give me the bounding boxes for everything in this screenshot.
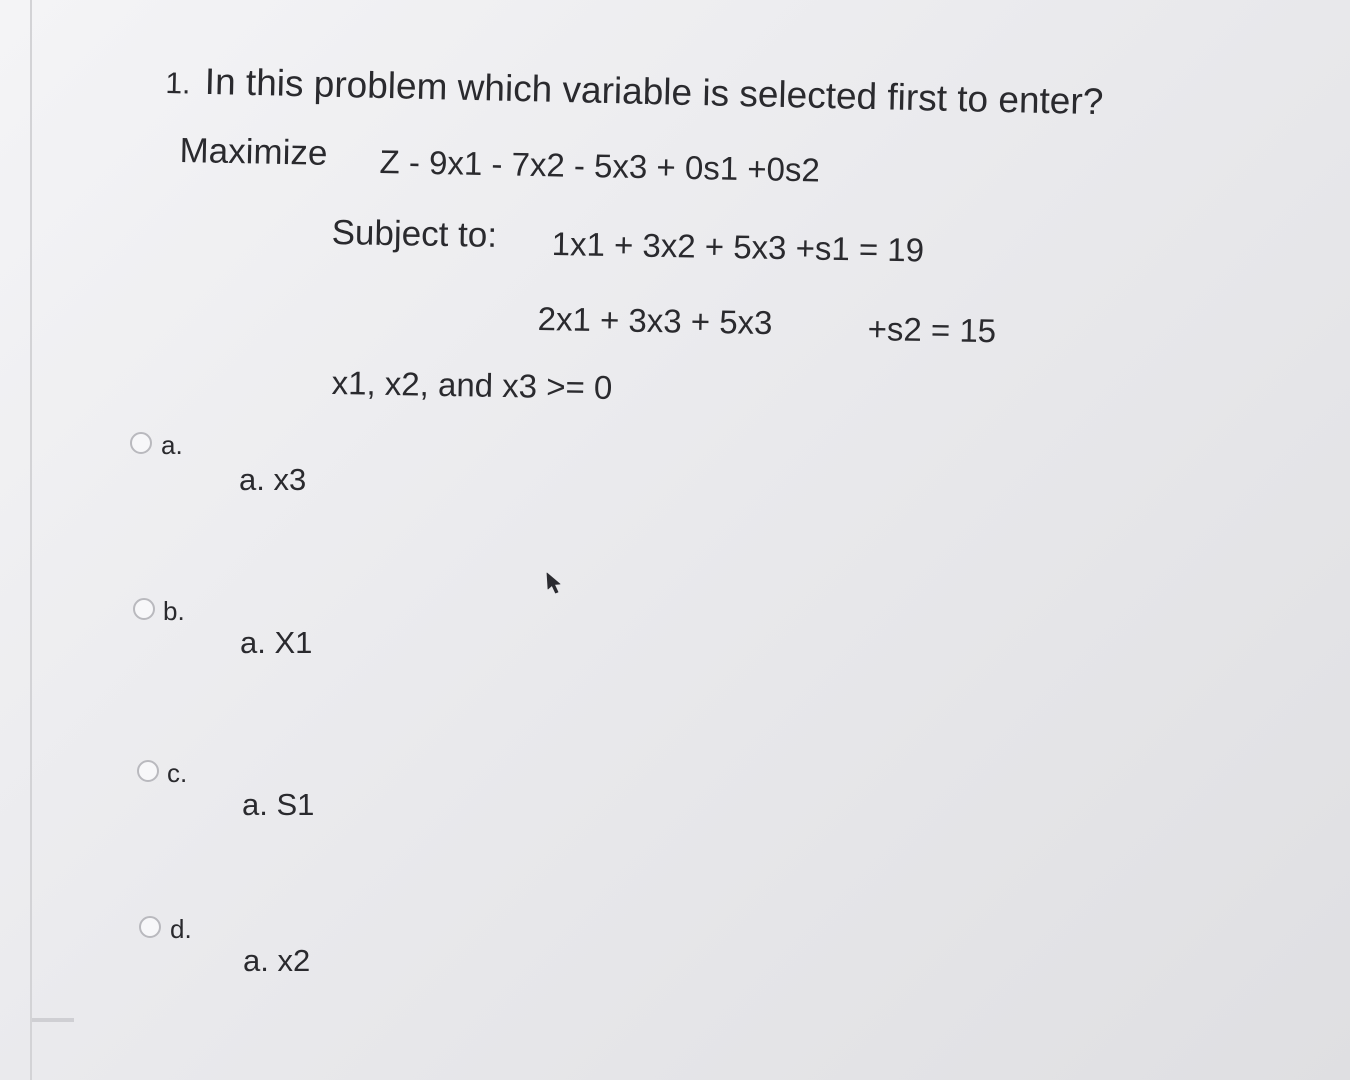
option-d-letter: d. xyxy=(170,914,192,944)
constraint-row-1: 1x1 + 3x2 + 5x3 +s1 = 19 xyxy=(551,225,925,269)
option-b-letter: b. xyxy=(163,596,185,626)
constraints-label: Subject to: xyxy=(331,213,498,255)
option-c-letter: c. xyxy=(167,758,188,788)
nonnegativity-constraint: x1, x2, and x3 >= 0 xyxy=(331,364,613,406)
option-c-text: a. S1 xyxy=(242,787,315,822)
option-b-radio[interactable] xyxy=(133,598,155,620)
option-c-radio[interactable] xyxy=(137,760,159,782)
constraint-row-2-right: +s2 = 15 xyxy=(867,310,997,350)
panel-divider xyxy=(32,1018,74,1022)
question-text: In this problem which variable is selected first to enter? xyxy=(204,60,1104,123)
mouse-pointer-icon xyxy=(545,571,563,595)
objective-label: Maximize xyxy=(179,131,328,173)
option-a-text: a. x3 xyxy=(239,462,307,497)
constraint-row-2-left: 2x1 + 3x3 + 5x3 xyxy=(537,300,773,342)
option-a-letter: a. xyxy=(161,430,183,460)
option-b-text: a. X1 xyxy=(240,625,313,660)
objective-expression: Z - 9x1 - 7x2 - 5x3 + 0s1 +0s2 xyxy=(379,143,821,189)
option-a-radio[interactable] xyxy=(130,432,152,454)
question-number: 1. xyxy=(165,66,191,101)
option-d-text: a. x2 xyxy=(243,943,311,978)
option-d-radio[interactable] xyxy=(139,916,161,938)
